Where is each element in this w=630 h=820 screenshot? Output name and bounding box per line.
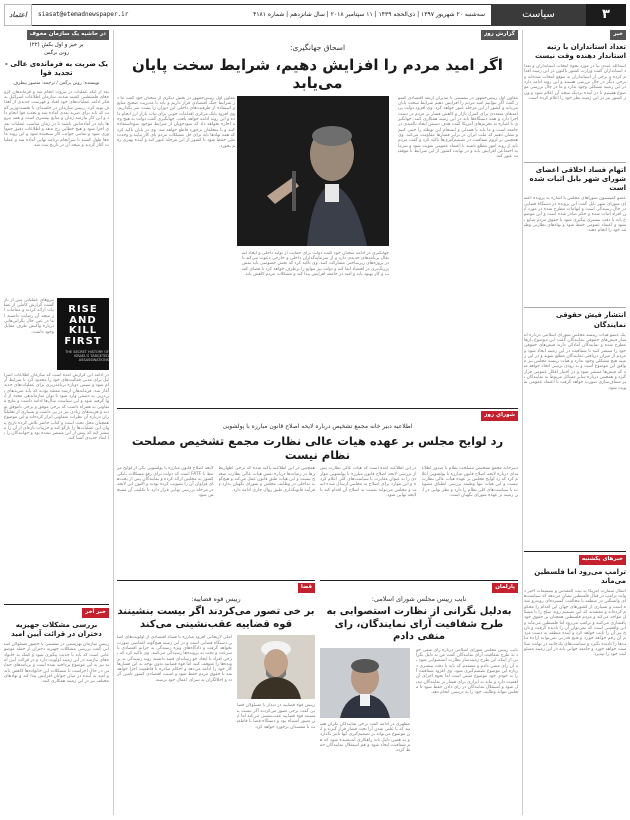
- column-divider: [113, 30, 114, 815]
- email-link[interactable]: siasat@etemadnewspaper.ir: [38, 10, 129, 18]
- portrait-icon: [320, 648, 410, 718]
- left-feature-column: در حاشیه یک سازمان مخوف بر خیز و اول بکش (۲۲) رونن برگمن یک ضربت به فرمانده‌ی عالی - تجدید قوا نویسنده: رونن برگمن / ترجمه: منصور بیطرف بعد از آنکه عملیات در بیروت انجام شد و فرماندهان گروه‌های فلسطینی کشته شدند، سازمان اطلاعات اسرائیل به فکر ادامه عملیات‌های خود افتاد و فهرست جدیدی از اهداف تهیه کرد. رییس سازمان در جلسه‌ای با نخست‌وزیر گفت که باید برای ضربه بعدی آماده شد و تجدید قوا انجام داد و این کار نیازمند زمان و منابع بیشتری است و همه نیروها باید در آماده‌باش باشند تا در زمان مناسب عملیات بعدی اجرا شود و هیچ خطایی رخ ندهد و اطلاعات دقیق جمع‌آوری شود و تمامی جوانب کار سنجیده شود و این روند ماه‌ها طول کشید تا سرانجام برنامه نهایی آماده شد و عملیات آغاز گردید و نتیجه آن در تاریخ ثبت شد. RISE AND KILL FIRST THE SECRET HISTORY OF ISRAEL'S TARGETED ASSASSINATIONS نیروهای عملیاتی پس از بازگشت گزارش کاملی از عملیات ارائه کردند و مقامات از نتیجه آن رضایت داشتند اما در عین حال نگرانی‌هایی درباره واکنش طرف مقابل وجود داشت. در ادامه این گزارش آمده است که سازمان اطلاعات اسرائیل برای مدتی فعالیت‌های خود را محدود کرد تا شرایط آرام شود و سپس دوباره برنامه‌ریزی برای عملیات‌های جدید آغاز شد. فرماندهان ارشد معتقد بودند که باید ضربه‌های پی‌درپی به دشمن وارد شود تا توان سازماندهی مجدد از آنها گرفته شود و این سیاست سال‌ها ادامه داشت و نتایج متفاوتی به همراه داشت که برخی موفق و برخی ناموفق بودند و هزینه‌های زیادی نیز در پی داشت و بسیاری از تحلیلگران درباره آن نظرات متفاوتی ابراز کرده‌اند و این موضوع همچنان محل بحث است و کتاب حاضر تلاش کرده تاریخ پنهان این عملیات‌ها را بازگو کند و جزییات تازه‌ای از آن را منتشر کند که پیش از این منتشر نشده بود و خوانندگان را با ابعاد جدیدی آشنا کند. خبر آخر بررسی مشکلات جهیزیه دختران در قرائت آیین امید رییس سازمان بهزیستی در نشستی با حضور مسئولان استانی گفت بررسی مشکلات جهیزیه دختران از جمله موضوعاتی است که باید با جدیت پیگیری شود و کمک به خانواده‌های نیازمند در این زمینه اولویت دارد و در قرائت آیین امید نیز به این موضوع پرداخته شده است و برنامه‌های حمایتی در حال اجراست تا مشکلات این خانواده‌ها کاهش یابد و امید به آینده در میان جوانان افزایش پیدا کند و نهادهای مختلف نیز در این زمینه همکاری کنند.: [4, 31, 109, 685]
- newspaper-logo: اعتماد: [4, 4, 32, 26]
- right-news-column: خبر تعداد استانداران با رتبه استاندار دهنده وقت نیست اسدالله عبدی نیا در مورد نحوه انتخاب استانداران و تعداد استانداران گفت وزارت کشور تاکنون در این زمینه اقدام کرده و برخی از استانداران به موقع انتخاب شده‌اند و برخی دیگر در حال بررسی هستند و این روند ادامه دارد در این زمینه مشکلی وجود ندارد و ما در حال بررسی موضوع هستیم تا در آینده نزدیک نتیجه آن اعلام شود و وزیر کشور نیز در این زمینه نظر خود را اعلام کرده است. اتهام فساد اخلاقی اعضای شورای شهر بابل اثبات شده است عضو کمیسیون شوراهای مجلس با اشاره به پرونده اعضای شورای شهر بابل گفت این پرونده در دستگاه قضایی در حال رسیدگی است و اتهامات مطرح شده در مورد این افراد اثبات شده و حکم صادر شده است و این موضوع باید با دقت بیشتری پیگیری شود تا حقوق مردم ضایع نشود و اعتماد عمومی حفظ شود و نهادهای نظارتی وظیفه خود را انجام دهند. انتشار فیش حقوقی نمایندگان یک عضو هیات رییسه مجلس شورای اسلامی درباره انتشار فیش‌های حقوقی نمایندگان گفت این موضوع بارها مطرح شده و نمایندگان آمادگی دارند فیش‌های حقوقی خود را منتشر کنند تا شفافیت در این زمینه ایجاد شود و مردم از میزان دریافتی نمایندگان مطلع شوند و در این زمینه هیچ مشکلی وجود ندارد و هیات رییسه مجلس نیز موافق این موضوع است و به زودی ترتیبی اتخاذ خواهد شد که فیش‌ها منتشر شود و در اختیار افکار عمومی قرار گیرد و همچنین درباره سایر مسائل مربوط به نمایندگان نیز شفاف‌سازی صورت خواهد گرفت تا اعتماد عمومی تقویت شود. خبرهای یکشنبه ترامپ می‌رود اما فلسطین می‌ماند انتقال سفارت آمریکا به بیت المقدس و تصمیمات اخیر دولت ترامپ در قبال فلسطین نشان می‌دهد که سیاست‌های واشنگتن در منطقه با مخالفت گسترده‌ای روبه‌رو شده است و بسیاری از کشورهای جهان این اقدام را محکوم کرده‌اند و معتقدند که این تصمیم روند صلح را با مشکل مواجه می‌کند و مردم فلسطین همچنان بر حقوق خود پافشاری می‌کنند و ترامپ می‌رود اما فلسطین می‌ماند و این واقعیتی است که نمی‌توان آن را نادیده گرفت و تاریخ نیز آن را ثابت خواهد کرد و آینده منطقه به دست مردم آن رقم خواهد خورد و هیچ قدرتی نمی‌تواند اراده ملت‌ها را نادیده بگیرد و سیاست‌های یک‌جانبه در نهایت شکست خواهد خورد و جامعه جهانی باید در این زمینه مسئولیت خود را بپذیرد.: [524, 31, 626, 658]
- second-headline[interactable]: رد لوایح مجلس بر عهده هیات عالی نظارت مجمع تشخیص مصلحت نظام نیست: [131, 433, 504, 463]
- column-label: خبرهای یکشنبه: [579, 555, 626, 565]
- portrait-icon: [237, 635, 315, 699]
- column-label: خبر: [610, 30, 626, 40]
- speaker-photo-icon: [237, 96, 389, 246]
- story-strip: گزارش روز: [481, 30, 518, 40]
- deputy-speaker-photo: [320, 648, 410, 718]
- second-sub: اطلاعیه دبیر خانه مجمع تشخیص درباره لایحه اصلاح قانون مبارزه با پولشویی: [222, 422, 413, 430]
- section-name: سیاست: [491, 4, 586, 26]
- bottom-left-story: قضا رییس قوه قضاییه: بر خی تصور می‌کردند اگر بیست بنشینند قوه قضاییه عقب‌نشینی می‌کند رییس قوه قضاییه در دیدار با مسئولان قضایی گفت برخی تصور می‌کردند اگر بیست بنشینند قوه قضاییه عقب‌نشینی می‌کند اما این تصور اشتباه بود و دستگاه قضا با قاطعیت با مفسدان برخورد خواهد کرد. آملی لاریجانی افزود مبارزه با فساد اقتصادی از اولویت‌های اصلی دستگاه قضایی است و در این زمینه هیچ‌گونه اغماضی صورت نخواهد گرفت و دادگاه‌های ویژه رسیدگی به جرایم اقتصادی با سرعت و دقت به پرونده‌ها رسیدگی می‌کنند. وی تاکید کرد که برخی افراد با ایجاد جو رسانه‌ای قصد داشتند روند رسیدگی به پرونده‌ها را متوقف کنند اما قوه قضاییه بدون توجه به این فشارها کار خود را ادامه می‌دهد و احکام صادره با قاطعیت اجرا خواهد شد تا حقوق مردم حفظ شود و امنیت اقتصادی کشور تامین گردد و اخلالگران به سزای اعمال خود برسند.: [117, 580, 315, 815]
- news-title[interactable]: ترامپ می‌رود اما فلسطین می‌ماند: [534, 567, 626, 585]
- column-label: خبر آخر: [82, 608, 109, 618]
- bottom-right-headline[interactable]: به‌دلیل نگرانی از نظارت استصوابی به طرح شفافیت آرای نمایندگان، رای منفی دادم: [326, 606, 512, 643]
- bottom-right-kicker: نایب رییس مجلس شورای اسلامی:: [371, 594, 467, 603]
- lead-headline[interactable]: اگر امید مردم را افزایش دهیم، شرایط سخت پایان می‌یابد: [132, 55, 503, 92]
- bottom-right-story: پارلمان نایب رییس مجلس شورای اسلامی: به‌دلیل نگرانی از نظارت استصوابی به طرح شفافیت آرای نمایندگان، رای منفی دادم نایب رییس مجلس شورای اسلامی درباره رای منفی خود به طرح شفافیت آرای نمایندگان گفت من به دلیل نگرانی از اینکه این طرح زمینه‌ساز نظارت استصوابی شود به آن رای منفی دادم و معتقدم که باید با دقت بیشتری درباره این موضوع تصمیم‌گیری شود. وی افزود شفافیت آرا به خودی خود موضوع مثبتی است اما نحوه اجرای آن اهمیت دارد و نباید به ابزاری برای فشار بر نمایندگان تبدیل شود و استقلال نمایندگان در رای دادن حفظ شود تا مجلس بتواند وظایف خود را به درستی انجام دهد. مطهری در ادامه گفت برخی نمایندگان نگران هستند که با علنی شدن آرا تحت فشار قرار گیرند و این موضوع می‌تواند بر تصمیم‌گیری آنها تاثیر بگذارد و به همین دلیل باید راهکاری اندیشیده شود که هم شفافیت ایجاد شود و هم استقلال نمایندگان حفظ گردد.: [320, 580, 518, 815]
- translator-line: نویسنده: رونن برگمن / ترجمه: منصور بیطرف: [13, 81, 100, 87]
- bottom-left-kicker: رییس قوه قضاییه:: [191, 594, 241, 603]
- author-name: رونن برگمن: [44, 49, 69, 56]
- date-bar: [32, 4, 491, 26]
- story-strip: قضا: [298, 583, 315, 593]
- series-subtitle: بر خیز و اول بکش (۲۲): [29, 41, 84, 48]
- news-title[interactable]: اتهام فساد اخلاقی اعضای شورای شهر بابل اثبات شده است: [529, 166, 626, 193]
- judiciary-chief-photo: [237, 635, 315, 699]
- news-title[interactable]: بررسی مشکلات جهیزیه دختران در قرائت آیین امید: [11, 620, 102, 638]
- news-title[interactable]: انتشار فیش حقوقی نمایندگان: [555, 311, 626, 329]
- story-strip: پارلمان: [492, 583, 518, 593]
- story-strip: شوراي روز: [481, 411, 518, 421]
- book-cover-image: RISE AND KILL FIRST THE SECRET HISTORY OF ISRAEL'S TARGETED ASSASSINATIONS: [57, 298, 109, 370]
- date-line: سه‌شنبه ۲۰ شهریور ۱۳۹۷ | ذی‌الحجه ۱۴۳۹ | ۱۱ سپتامبر ۲۰۱۸ | سال شانزدهم | شماره ۴۱۸۱: [253, 10, 485, 18]
- bottom-left-headline[interactable]: بر خی تصور می‌کردند اگر بیست بنشینند قوه قضاییه عقب‌نشینی می‌کند: [117, 606, 315, 630]
- lead-photo: [237, 96, 389, 246]
- column-divider: [522, 30, 523, 815]
- lead-kicker: اسحاق جهانگیری:: [289, 42, 346, 52]
- news-title[interactable]: تعداد استانداران با رتبه استاندار دهنده وقت نیست: [534, 42, 626, 61]
- masthead: [4, 4, 626, 26]
- second-story: شوراي روز اطلاعیه دبیر خانه مجمع تشخیص درباره لایحه اصلاح قانون مبارزه با پولشویی رد لوایح مجلس بر عهده هیات عالی نظارت مجمع تشخیص مصلحت نظام نیست دبیرخانه مجمع تشخیص مصلحت نظام با صدور اطلاعیه‌ای درباره لایحه اصلاح قانون مبارزه با پولشویی اعلام کرد که رد لوایح مجلس بر عهده هیات عالی نظارت نیست و این هیات تنها وظیفه بررسی انطباق مصوبات با سیاست‌های کلی نظام را دارد و نظر نهایی در این زمینه بر عهده شورای نگهبان است. در این اطلاعیه آمده است که هیات عالی نظارت پس از بررسی لایحه اصلاح قانون مبارزه با پولشویی مواردی را به عنوان مغایرت با سیاست‌های کلی اعلام کرده و این موارد برای اصلاح به مجلس ارسال شده است و مجلس می‌تواند نسبت به اصلاح آن اقدام کند تا لایحه نهایی شود. همچنین در این اطلاعیه تاکید شده که برخی اظهارنظرها در رسانه‌ها درباره نقش هیات عالی نظارت صحیح نیست و این هیات طبق قانون عمل می‌کند و هیچ‌گونه تداخلی در وظایف مجلس و شورای نگهبان ندارد و فرآیند قانونگذاری طبق روال جاری ادامه دارد. لایحه اصلاح قانون مبارزه با پولشویی یکی از لوایح مرتبط با FATF است که دولت برای رفع مشکلات بانکی کشور به مجلس ارائه کرده و نمایندگان پس از بحث‌های فراوان آن را تصویب کرده بودند و اکنون این لایحه در مرحله بررسی نهایی قرار دارد تا تکلیف آن مشخص شود.: [117, 408, 518, 578]
- feature-title[interactable]: یک ضربت به فرمانده‌ی عالی - تجدید قوا: [4, 60, 109, 78]
- lead-story: گزارش روز اسحاق جهانگیری: اگر امید مردم را افزایش دهیم، شرایط سخت پایان می‌یابد معاون اول رییس‌جمهور در نشستی با مدیران ارشد اقتصادی کشور گفت اگر بتوانیم امید مردم را افزایش دهیم شرایط سخت پایان می‌یابد و کشور از این مرحله عبور خواهد کرد. وی افزود دولت برنامه‌های متعددی برای کنترل بازار و کاهش فشار بر مردم در دست اجرا دارد و همه دستگاه‌ها باید در این زمینه همکاری کنند. جهانگیری با اشاره به تحریم‌های آمریکا گفت هدف دشمن ایجاد ناامیدی در جامعه است و ما باید با همدلی و انسجام این توطئه را خنثی کنیم و نشان دهیم که ملت ایران در برابر فشارها مقاومت می‌کند. وی همچنین بر لزوم شفافیت در تصمیم‌گیری‌ها تاکید کرد و گفت مردم باید از روند امور مطلع باشند تا اعتماد عمومی تقویت شود و سرمایه اجتماعی افزایش یابد و در نهایت کشور از این شرایط با موفقیت عبور کند. جهانگیری در ادامه سخنان خود گفت دولت برای حمایت از تولید داخلی و ایجاد اشتغال برنامه‌های جدیدی دارد و از سرمایه‌گذاران داخلی و خارجی دعوت می‌کند تا در پروژه‌های زیرساختی مشارکت کنند. وی تاکید کرد که بخش خصوصی باید نقش پررنگ‌تری در اقتصاد ایفا کند و دولت نیز موانع را برطرف خواهد کرد تا فضای کسب و کار بهبود یابد و امید در جامعه افزایش پیدا کند و مشکلات مردم کاهش یابد. معاون اول رییس‌جمهور در بخش دیگری از سخنان خود گفت ما در شرایط جنگ اقتصادی قرار داریم و باید با مدیریت صحیح منابع و استفاده از ظرفیت‌های داخلی این دوران را پشت سر بگذاریم. وی افزود بانک مرکزی اقدامات خوبی برای ثبات بازار ارز انجام داده و این روند ادامه خواهد یافت. جهانگیری گفت دولت به هیچ وجه اجازه نخواهد داد که سودجویان از شرایط موجود سوءاستفاده کنند و با متخلفان برخورد قاطع خواهد شد. وی در پایان تاکید کرد که همه نهادها باید برای حل مشکلات مردم پای کار بیایند و وحدت ملی حفظ شود تا کشور از این مرحله عبور کند و آینده بهتری رقم بخورد.: [117, 31, 518, 278]
- page-number: ۳: [586, 4, 626, 26]
- column-label: در حاشیه یک سازمان مخوف: [27, 30, 109, 40]
